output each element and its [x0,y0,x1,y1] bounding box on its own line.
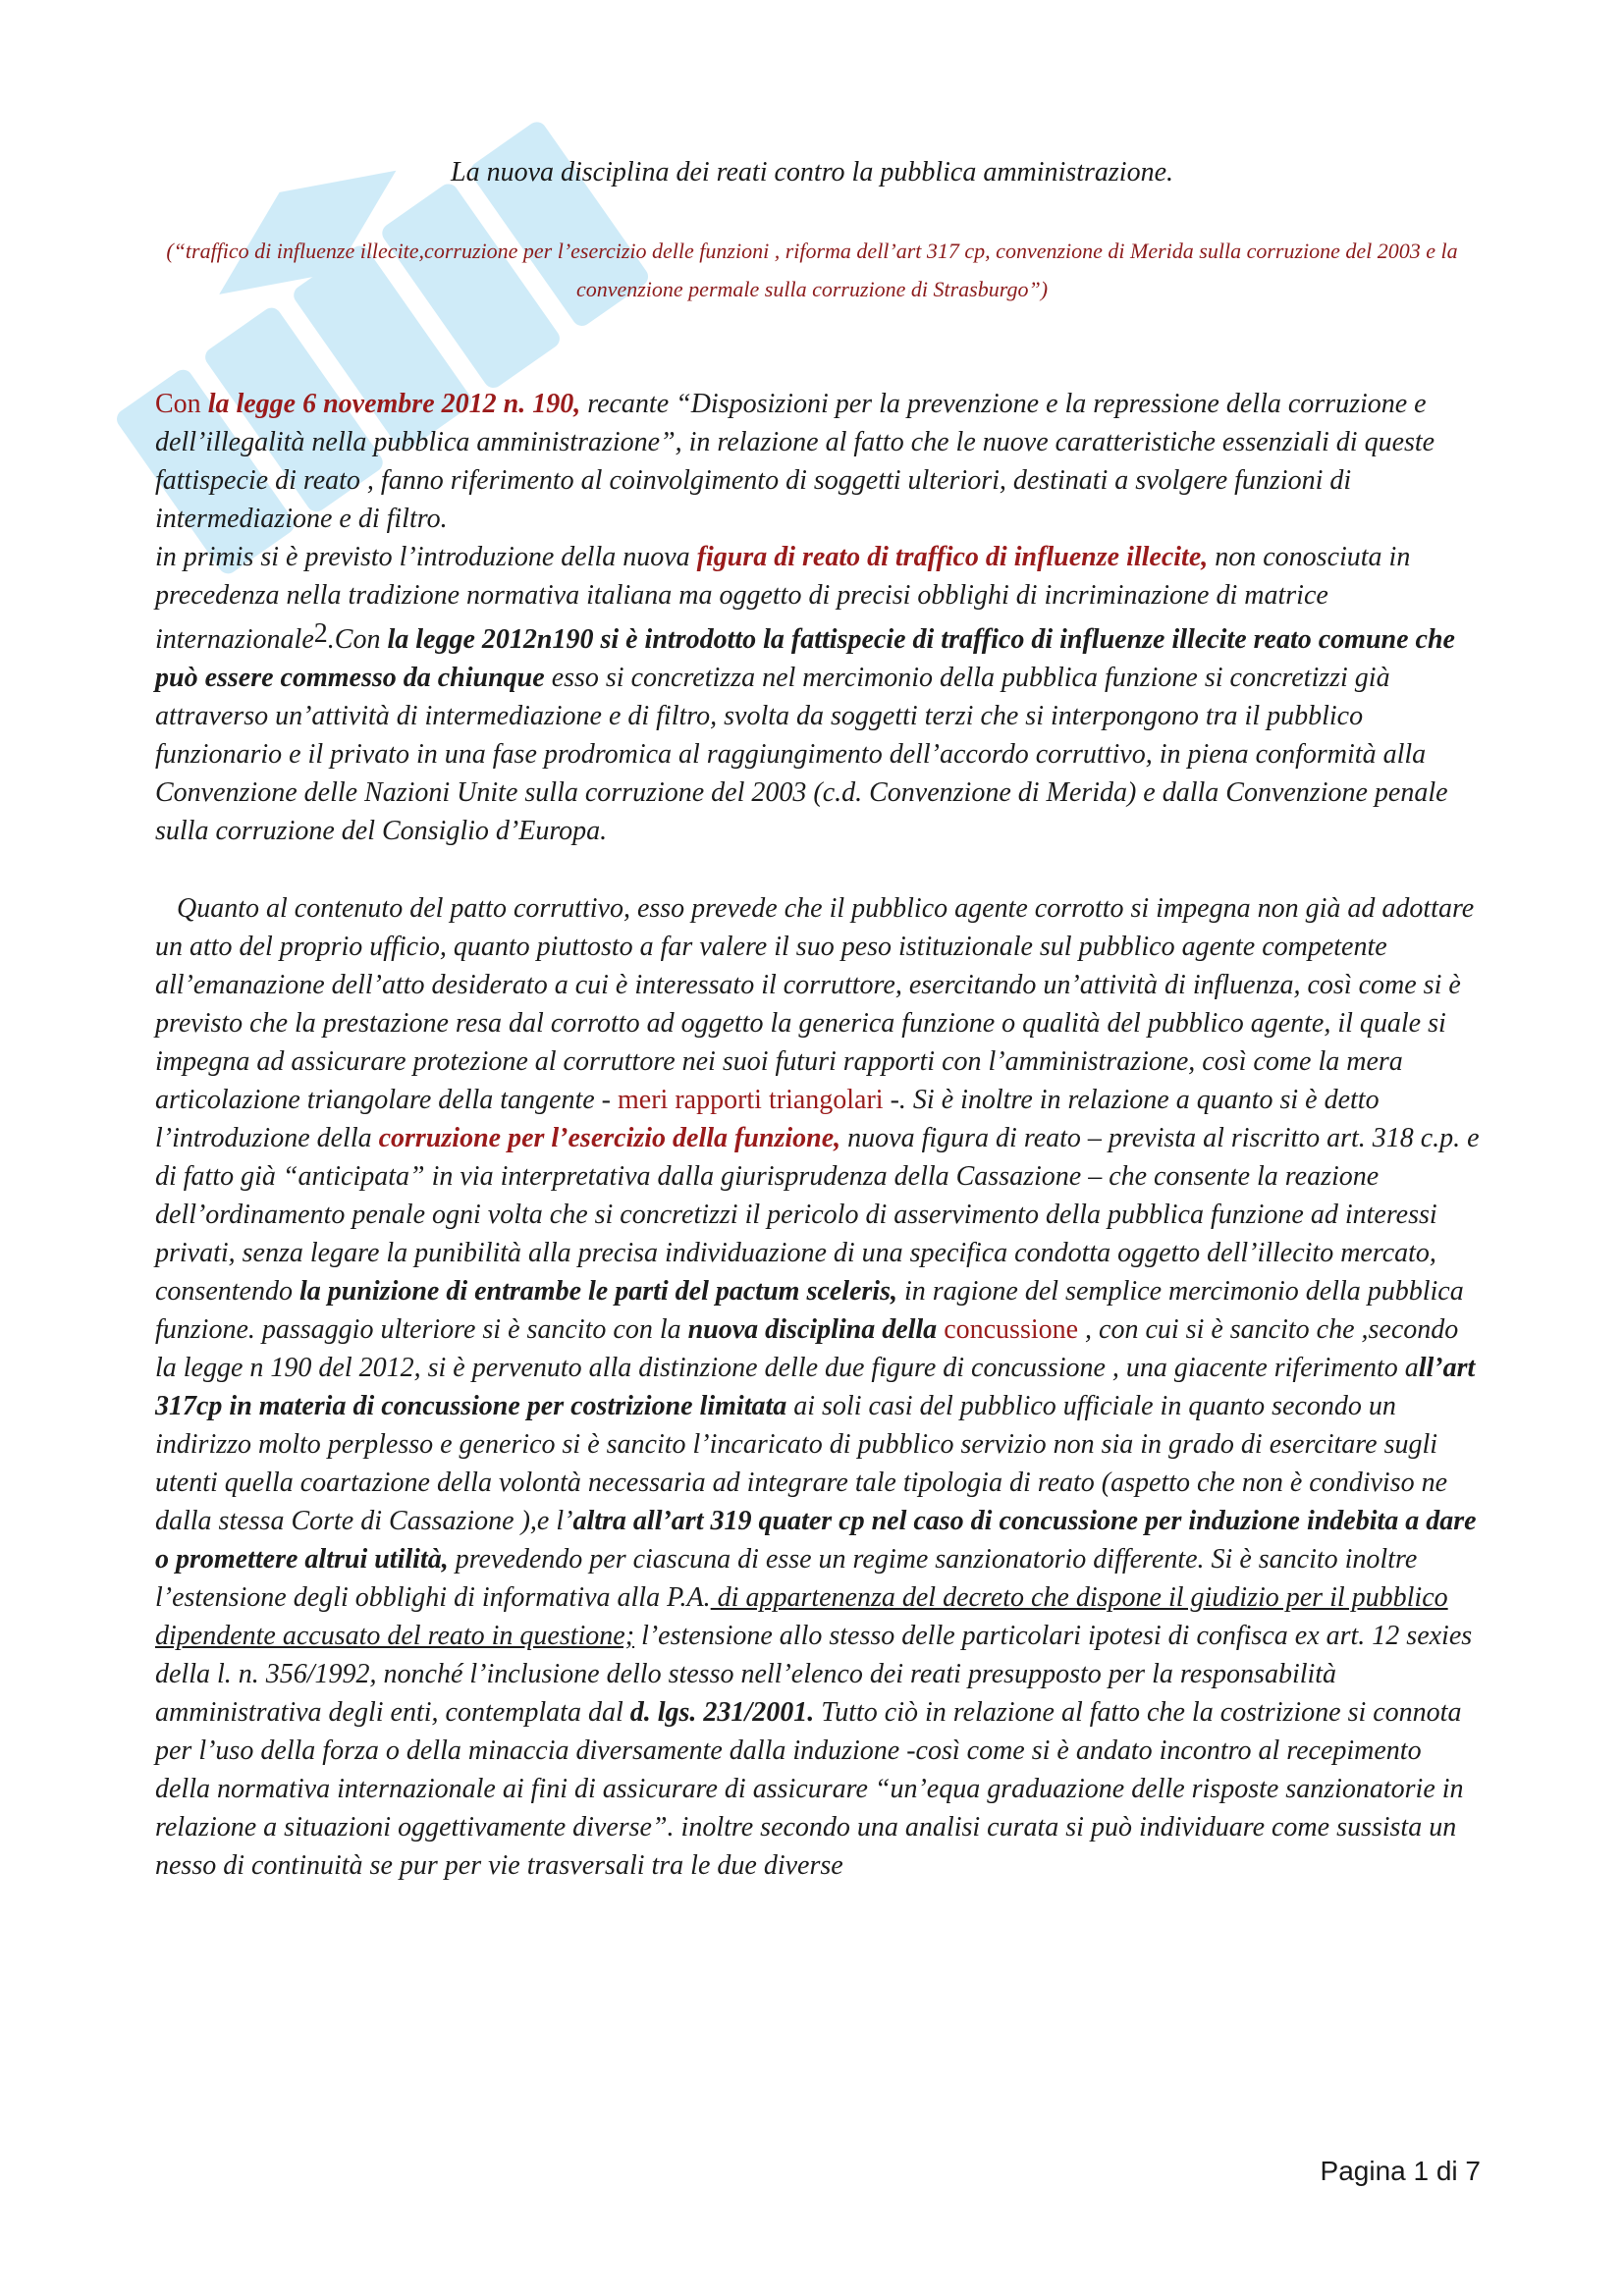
text-run: di appartenenza del decreto che dispone il giudizio per il pubblico dipendente accusato del reato in questione; [155,1582,1448,1651]
text-run: recante “Disposizioni per la prevenzione e la repressione della corruzione e dell’illegalità nella pubblica amministrazione”, in relazione al fatto che le nuove caratteristiche essenziali di queste fattispecie di reato , fanno riferimento al coinvolgimento di soggetti ulteriori, destinati a svolgere funzioni di intermediazione e di filtro. [155,389,1435,534]
text-run: prevedendo per ciascuna di esse un regime sanzionatorio differente. Si è sancito inoltre l’estensione degli obblighi di informativa alla P.A. [155,1544,1418,1613]
text-run: -. Si è inoltre in relazione a quanto si è detto l’introduzione della [155,1085,1380,1153]
text-run: meri rapporti triangolari [618,1085,884,1115]
text-run: nuova disciplina della [687,1314,945,1345]
text-run: esso si concretizza nel mercimonio della pubblica funzione si concretizzi già attraverso un’attività di intermediazione e di filtro, svolta da soggetti terzi che si interpongono tra il pubblico funzionario e il privato in una fase prodromica al raggiungimento dell’accordo corruttivo, in piena conformità alla Convenzione delle Nazioni Unite sulla corruzione del 2003 (c.d. Convenzione di Merida) e dalla Convenzione penale sulla corruzione del Consiglio d’Europa. [155,663,1448,846]
text-run: concussione [944,1314,1079,1345]
text-run: corruzione per l’esercizio della funzione, [378,1123,841,1153]
text-run: .Con [327,624,388,655]
text-run: l’estensione allo stesso delle particolari ipotesi di confisca ex art. 12 sexies della l. n. 356/1992, nonché l’inclusione dello stesso nell’elenco dei reati presupposto per la responsabilità amministrativa degli enti, contemplata dal [155,1621,1473,1728]
text-run: in primis si è previsto l’introduzione della nuova [155,542,697,572]
text-run: figura di reato di traffico di influenze illecite, [696,542,1209,572]
text-run: ai soli casi del pubblico ufficiale in quanto secondo un indirizzo molto perplesso e generico si è sancito l’incaricato di pubblico servizio non sia in grado di esercitare sugli utenti quella coartazione della volontà necessaria ad integrare tale tipologia di reato (aspetto che non è condiviso ne dalla stessa Corte di Cassazione ),e l’ [155,1391,1448,1536]
text-run: la punizione di entrambe le parti del pactum sceleris, [298,1276,897,1307]
text-run: non conosciuta in precedenza nella tradizione normativa italiana ma oggetto di precisi obblighi di incriminazione di matrice internazionale [155,542,1411,655]
text-run: Tutto ciò in relazione al fatto che la costrizione si connota per l’uso della forza o della minaccia diversamente dalla induzione -così come si è andato incontro al recepimento della normativa internazionale ai fini di assicurare di assicurare “un’equa graduazione delle risposte sanzionatorie in relazione a situazioni oggettivamente diverse”. inoltre secondo una analisi curata si può individuare come sussista un nesso di continuità se pur per vie trasversali tra le due diverse [155,1697,1464,1881]
document-title: La nuova disciplina dei reati contro la pubblica amministrazione. [451,157,1173,187]
text-run: Con [155,389,208,419]
footnote-marker: 2 [313,618,328,649]
text-run: altra all’art 319 quater cp nel caso di concussione per induzione indebita a dare o promettere altrui utilità, [155,1506,1477,1575]
paragraph-1 [155,385,1481,850]
text-run: d. lgs. 231/2001. [629,1697,815,1728]
document-body [155,385,1481,1885]
text-run: Quanto al contenuto del patto corruttivo, esso prevede che il pubblico agente corrotto si impegna non già ad adottare un atto del proprio ufficio, quanto piuttosto a far valere il suo peso istituzionale sul pubblico agente competente all’emanazione dell’atto desiderato a cui è interessato il corruttore, esercitando un’attività di influenza, così come si è previsto che la prestazione resa dal corrotto ad oggetto la generica funzione o qualità del pubblico agente, il quale si impegna ad assicurare protezione al corruttore nei suoi futuri rapporti con l’amministrazione, così come la mera articolazione triangolare della tangente - [155,893,1475,1115]
text-run: in ragione del semplice mercimonio della pubblica funzione. passaggio ulteriore si è sancito con la [155,1276,1464,1345]
text-run: ll’art 317cp in materia di concussione per costrizione limitata [155,1353,1476,1421]
text-run: la legge 2012n190 si è introdotto la fattispecie di traffico di influenze illecite reato comune che può essere commesso da chiunque [155,624,1455,693]
paragraph-2 [155,889,1481,1885]
text-run: la legge 6 novembre 2012 n. 190, [207,389,581,419]
text-run: nuova figura di reato – prevista al riscritto art. 318 c.p. e di fatto già “anticipata” in via interpretativa dalla giurisprudenza della Cassazione – che consente la reazione dell’ordinamento penale ogni volta che si concretizzi il pericolo di asservimento della pubblica funzione ad interessi privati, senza legare la punibilità alla precisa individuazione di una specifica condotta oggetto dell’illecito mercato, consentendo [155,1123,1480,1307]
text-run: , con cui si è sancito che ,secondo la legge n 190 del 2012, si è pervenuto alla distinzione delle due figure di concussione , una giacente riferimento a [155,1314,1459,1383]
page-number: Pagina 1 di 7 [1320,2156,1481,2186]
document-subtitle: (“traffico di influenze illecite,corruzione per l’esercizio delle funzioni , riforma dell’art 317 cp, convenzione di Merida sulla corruzione del 2003 e la convenzione permale sulla corruzione di Strasburgo”) [166,239,1458,301]
